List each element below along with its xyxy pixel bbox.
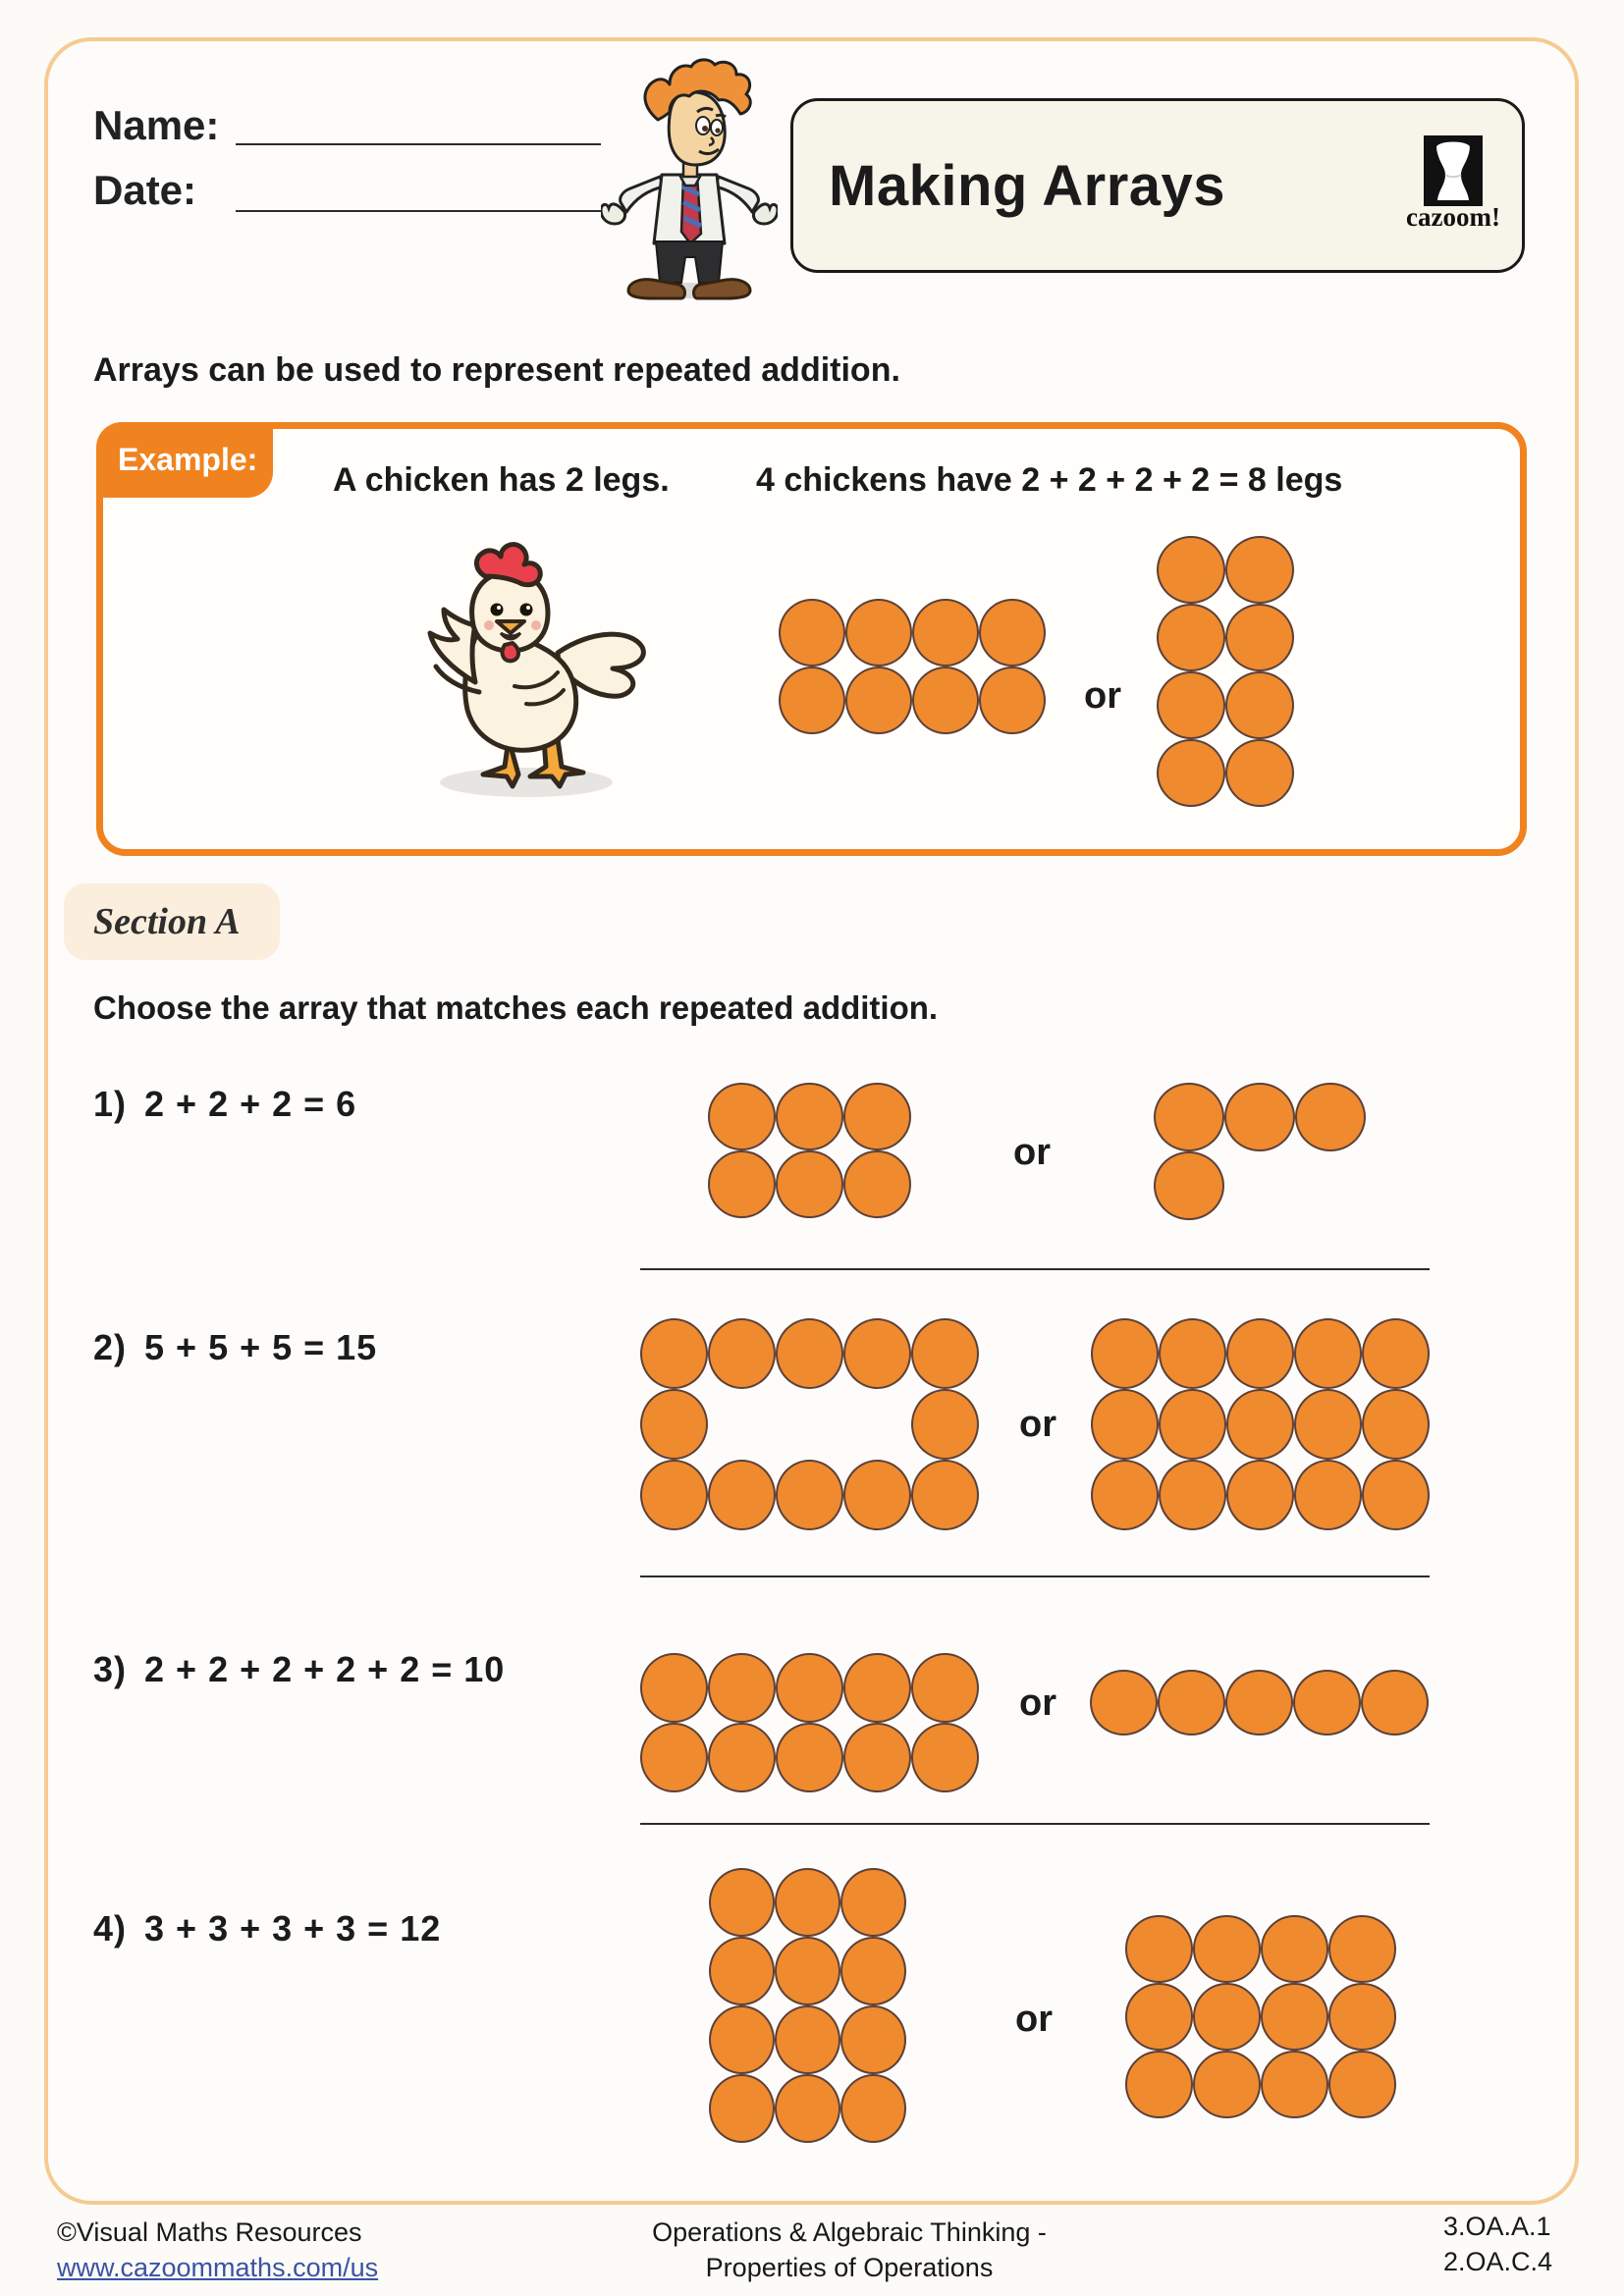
q4-array-option-left[interactable] — [709, 1868, 906, 2143]
array-dot — [911, 1389, 979, 1460]
array-dot — [1261, 1983, 1328, 2051]
array-dot — [708, 1460, 776, 1530]
q3-or-label: or — [1019, 1682, 1056, 1724]
name-label: Name: — [93, 102, 220, 148]
array-dot — [1362, 1318, 1430, 1389]
date-input-line[interactable] — [236, 210, 601, 212]
array-dot — [775, 2074, 840, 2143]
array-dot — [1193, 1915, 1261, 1983]
name-input-line[interactable] — [236, 143, 601, 145]
array-dot — [1159, 1460, 1226, 1530]
chicken-illustration — [410, 535, 656, 802]
array-dot — [709, 2005, 775, 2074]
array-dot — [1226, 1460, 1294, 1530]
question-2-equation: 5 + 5 + 5 = 15 — [144, 1327, 378, 1367]
title-box — [790, 98, 1525, 273]
array-dot — [1294, 1389, 1362, 1460]
array-dot — [911, 1723, 979, 1792]
footer-standard-code-2: 2.OA.C.4 — [1443, 2247, 1553, 2276]
section-a-label: Section A — [93, 901, 241, 942]
footer-copyright: ©Visual Maths Resources — [57, 2217, 362, 2247]
q4-array-option-right[interactable] — [1125, 1915, 1396, 2118]
array-dot — [1154, 1083, 1224, 1151]
cartoon-man-illustration — [601, 57, 778, 300]
array-dot — [640, 1318, 708, 1389]
example-or-label: or — [1084, 675, 1121, 717]
array-dot — [1362, 1460, 1430, 1530]
array-dot — [840, 1937, 906, 2005]
footer-strand-line1: Operations & Algebraic Thinking - — [652, 2217, 1047, 2247]
question-2-label — [93, 1327, 377, 1368]
question-2-number: 2) — [93, 1327, 128, 1367]
array-dot — [1225, 604, 1294, 671]
array-dot — [776, 1460, 843, 1530]
array-dot — [776, 1723, 843, 1792]
array-dot — [1157, 671, 1225, 739]
array-dot — [1261, 1915, 1328, 1983]
array-dot — [776, 1318, 843, 1389]
section-a-badge — [64, 883, 280, 960]
array-dot — [911, 1460, 979, 1530]
q1-answer-line[interactable] — [640, 1268, 1430, 1270]
array-dot — [1362, 1389, 1430, 1460]
q2-or-label: or — [1019, 1404, 1056, 1445]
q2-array-option-right[interactable] — [1091, 1318, 1430, 1530]
array-dot — [1328, 1915, 1396, 1983]
array-dot — [1294, 1318, 1362, 1389]
array-dot — [1295, 1083, 1366, 1151]
array-dot — [979, 667, 1046, 734]
footer-standard-code-1: 3.OA.A.1 — [1443, 2212, 1551, 2241]
array-dot — [1091, 1318, 1159, 1389]
array-dot — [709, 1937, 775, 2005]
q1-array-option-right[interactable] — [1154, 1083, 1366, 1220]
question-4-label — [93, 1908, 441, 1949]
footer-website-link[interactable]: www.cazoommaths.com/us — [57, 2253, 379, 2282]
footer-center-block — [589, 2215, 1110, 2285]
array-dot — [709, 2074, 775, 2143]
array-dot — [708, 1150, 776, 1218]
array-dot — [1224, 1083, 1295, 1151]
footer-left-block — [57, 2215, 378, 2285]
array-dot — [1226, 1318, 1294, 1389]
date-label: Date: — [93, 167, 197, 213]
array-dot — [1328, 1983, 1396, 2051]
cazoom-brand-text: cazoom! — [1406, 202, 1500, 232]
array-dot — [776, 1150, 843, 1218]
q1-array-option-left[interactable] — [708, 1083, 911, 1218]
example-array-2x4[interactable] — [779, 599, 1046, 734]
array-dot — [1328, 2051, 1396, 2118]
page-title: Making Arrays — [829, 153, 1226, 218]
array-dot — [1091, 1389, 1159, 1460]
array-dot — [843, 1723, 911, 1792]
array-dot — [709, 1868, 775, 1937]
q1-or-label: or — [1013, 1132, 1051, 1173]
array-dot — [840, 1868, 906, 1937]
question-4-equation: 3 + 3 + 3 + 3 = 12 — [144, 1908, 442, 1949]
array-dot — [1293, 1670, 1361, 1735]
array-dot — [1225, 739, 1294, 807]
array-dot — [843, 1653, 911, 1723]
array-dot — [845, 667, 912, 734]
question-3-equation: 2 + 2 + 2 + 2 + 2 = 10 — [144, 1649, 506, 1689]
array-dot — [775, 2005, 840, 2074]
q4-or-label: or — [1015, 1999, 1053, 2040]
array-dot — [1261, 2051, 1328, 2118]
array-dot — [979, 599, 1046, 667]
array-dot — [640, 1460, 708, 1530]
array-dot — [640, 1389, 708, 1460]
array-dot — [779, 599, 845, 667]
array-dot — [775, 1937, 840, 2005]
array-dot — [1091, 1460, 1159, 1530]
array-dot — [1361, 1670, 1429, 1735]
intro-text: Arrays can be used to represent repeated addition. — [93, 351, 900, 389]
q3-array-option-left[interactable] — [640, 1653, 979, 1792]
array-dot — [1157, 536, 1225, 604]
array-dot — [843, 1460, 911, 1530]
array-dot — [912, 667, 979, 734]
footer-standards-block — [1443, 2209, 1581, 2279]
array-dot — [779, 667, 845, 734]
array-dot — [843, 1083, 911, 1150]
q3-array-option-right[interactable] — [1090, 1670, 1429, 1735]
array-dot — [1157, 604, 1225, 671]
array-dot — [912, 599, 979, 667]
array-dot — [1159, 1389, 1226, 1460]
array-dot — [1090, 1670, 1158, 1735]
example-tab — [96, 422, 273, 498]
array-dot — [911, 1318, 979, 1389]
question-3-label — [93, 1649, 505, 1690]
array-dot — [776, 1083, 843, 1150]
array-dot — [1158, 1670, 1225, 1735]
array-dot — [1294, 1460, 1362, 1530]
array-dot — [776, 1653, 843, 1723]
array-dot — [840, 2005, 906, 2074]
question-1-equation: 2 + 2 + 2 = 6 — [144, 1084, 357, 1124]
q2-array-option-left[interactable] — [640, 1318, 979, 1530]
array-dot — [708, 1723, 776, 1792]
array-dot — [845, 599, 912, 667]
example-array-4x2[interactable] — [1157, 536, 1294, 807]
array-dot — [640, 1723, 708, 1792]
array-dot — [1225, 671, 1294, 739]
array-dot — [640, 1653, 708, 1723]
array-dot — [840, 2074, 906, 2143]
example-equation-text: 4 chickens have 2 + 2 + 2 + 2 = 8 legs — [756, 461, 1343, 499]
array-dot — [1193, 1983, 1261, 2051]
example-fact-text: A chicken has 2 legs. — [333, 461, 670, 499]
array-dot — [843, 1150, 911, 1218]
array-dot — [1159, 1318, 1226, 1389]
question-1-label — [93, 1084, 356, 1125]
q2-answer-line[interactable] — [640, 1575, 1430, 1577]
array-dot — [1125, 2051, 1193, 2118]
footer-strand-line2: Properties of Operations — [705, 2253, 994, 2282]
array-dot — [1154, 1151, 1224, 1220]
array-dot — [843, 1318, 911, 1389]
array-dot — [708, 1083, 776, 1150]
array-dot — [1125, 1983, 1193, 2051]
array-dot — [1225, 1670, 1293, 1735]
instruction-text: Choose the array that matches each repeated addition. — [93, 989, 939, 1026]
array-dot — [1193, 2051, 1261, 2118]
array-dot — [708, 1653, 776, 1723]
array-dot — [775, 1868, 840, 1937]
array-dot — [1125, 1915, 1193, 1983]
question-1-number: 1) — [93, 1084, 128, 1124]
question-4-number: 4) — [93, 1908, 128, 1949]
array-dot — [708, 1318, 776, 1389]
q3-answer-line[interactable] — [640, 1823, 1430, 1825]
array-dot — [911, 1653, 979, 1723]
question-3-number: 3) — [93, 1649, 128, 1689]
cazoom-logo-icon — [1424, 135, 1483, 206]
example-tab-label: Example: — [118, 442, 258, 477]
array-dot — [1157, 739, 1225, 807]
array-dot — [1225, 536, 1294, 604]
array-dot — [1226, 1389, 1294, 1460]
